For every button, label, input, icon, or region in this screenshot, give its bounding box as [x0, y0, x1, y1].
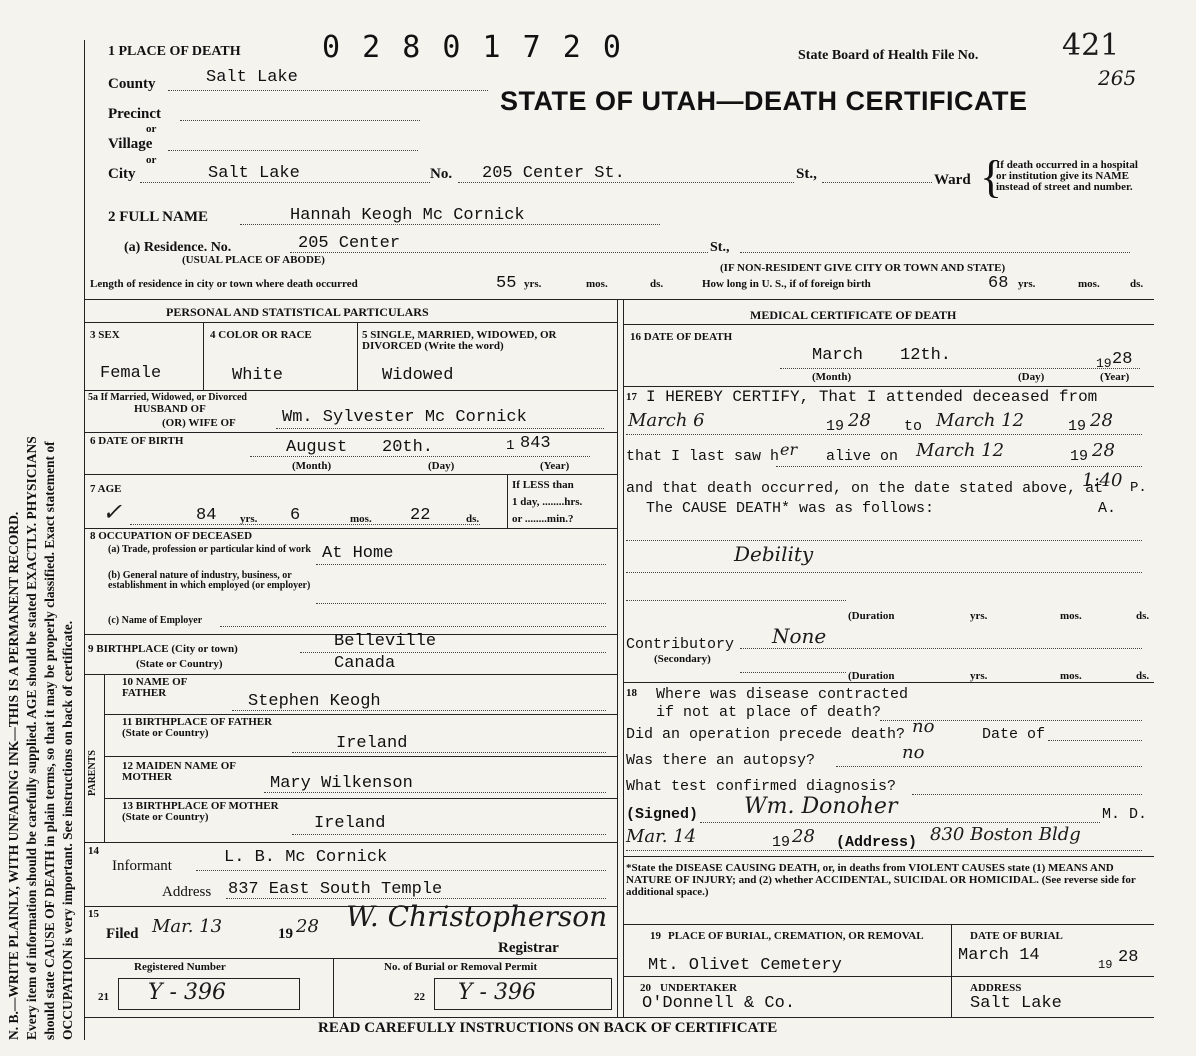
file-no: 421: [1062, 28, 1120, 63]
from-year: 28: [848, 410, 871, 431]
cause-note: *State the DISEASE CAUSING DEATH, or, in deaths from VIOLENT CAUSES state (1) MEANS AND NATURE OF INJURY; and (2) whether ACCIDENTAL, SUICIDAL OR HOMICIDAL. (See reverse side for additional space.): [626, 862, 1136, 898]
age-label: 7 AGE: [90, 483, 122, 495]
side-instruction-2: Every item of information should be carefully supplied. AGE should be stated EXACTLY. PHYSICIANS: [24, 436, 39, 1040]
file-no-label: State Board of Health File No.: [798, 48, 979, 63]
county-value: Salt Lake: [206, 68, 298, 87]
mother-value: Mary Wilkenson: [270, 774, 413, 793]
dob-year: 843: [520, 434, 551, 453]
contributory-value: None: [772, 624, 827, 648]
mother-label: 12 MAIDEN NAME OF MOTHER: [122, 760, 236, 783]
side-instruction-3: should state CAUSE OF DEATH in plain terms, so that it may be properly classified. Exact statement of: [42, 441, 57, 1040]
certify-text: I HEREBY CERTIFY, That I attended deceased from: [646, 388, 1098, 406]
street-value: 205 Center St.: [482, 164, 625, 183]
bottom-border: [84, 1017, 1154, 1018]
cause-of-death: Debility: [734, 542, 814, 566]
death-certificate: N. B.—WRITE PLAINLY, WITH UNFADING INK—THIS IS A PERMANENT RECORD. Every item of information should be carefully supplied. AGE should be stated EXACTLY. PHYSICIANS should state CAUSE OF DEATH in plain terms, so that it may be properly classified. Exact statement of OCCUPATION is very important. See instructions on back of certificate. 1 PLACE OF DEATH 0 2 8 0 1 7 2 0 State Board of Health File No. 421 265 STATE OF UTAH—DEATH CERTIFICATE County Salt Lake Precinct or Village or City Salt Lake No. 205 Center St. St., Ward { If death occurred in a hospital or institution give its NAME instead of street and number. 2 FULL NAME Hannah Keogh Mc Cornick (a) Residence. No. 205 Center (USUAL PLACE OF ABODE) St., (IF NON-RESIDENT GIVE CITY OR TOWN AND STATE) Length of residence in city or town where death occurred 55 yrs. mos. ds. How long in U. S., if of foreign birth 68 yrs. mos. ds. PERSONAL AND STATISTICAL PARTICULARS MEDICAL CERTIFICATE OF DEATH 3 SEX Female 4 COLOR OR RACE White 5 SINGLE, MARRIED, WIDOWED, OR DIVORCED (Write the word) Widowed 5a If Married, Widowed, or Divorced HUSBAND OF (OR) WIFE OF Wm. Sylvester Mc Cornick 6 DATE OF BIRTH August 20th. 1 843 (Month) (Day) (Year) 7 AGE ✓ 84 yrs. 6 mos. 22 ds. If LESS than 1 day, ........hrs. or ........min.? 8 OCCUPATION OF DECEASED (a) Trade, profession or particular kind of work At Home (b) General nature of industry, business, or establishment in which employed (or employer) (c) Name of Employer 9 BIRTHPLACE (City or town) Belleville (State or Country) Canada PARENTS 10 NAME OF FATHER Stephen Keogh 11 BIRTHPLACE OF FATHER (State or Country) Ireland 12 MAIDEN NAME OF MOTHER Mary Wilkenson 13 BIRTHPLACE OF MOTHER (State or Country) Ireland 14 Informant L. B. Mc Cornick Address 837 East South Temple 15 Filed Mar. 13 19 28 W. Christopherson Registrar Registered Number No. of Burial or Removal Permit 21 Y - 396 22 Y - 396 16 DATE OF DEATH March 12th. 19 28 (Month) (Day) (Year) 17 I HEREBY CERTIFY, That I attended deceased from March 6 19 28 to March 12 19 28 that I last saw h er alive on March 12 19 28 and that death occurred, on the date stated above, at 1:40 P. The CAUSE DEATH* was as follows: A. Debility (Duration yrs. mos. ds. Contributory (Secondary) None (Duration yrs. mos. ds. 18 Where was disease contracted if not at place of death? Did an operation precede death? no Date of Was there an autopsy? no What test confirmed diagnosis? (Signed) Wm. Donoher M. D. Mar. 14 19 28 (Address) 830 Boston Bldg *State the DISEASE CAUSING DEATH, or, in deaths from VIOLENT CAUSES state (1) MEANS AND NATURE OF INJURY; and (2) whether ACCIDENTAL, SUICIDAL OR HOMICIDAL. (See reverse side for additional space.) 19 PLACE OF BURIAL, CREMATION, OR REMOVAL Mt. Olivet Cemetery DATE OF BURIAL March 14 19 28 20 UNDERTAKER O'Donnell & Co. ADDRESS Salt Lake READ CAREFULLY INSTRUCTIONS ON BACK OF CERTIFICATE: [0, 0, 1196, 1056]
date-of-death-label: 16 DATE OF DEATH: [630, 331, 733, 343]
autopsy-value: no: [902, 742, 925, 763]
age-years: 84: [196, 506, 217, 525]
full-name-label: 2 FULL NAME: [108, 209, 209, 225]
foreign-years: 68: [988, 274, 1009, 293]
sex-value: Female: [100, 364, 162, 383]
footer-instructions: READ CAREFULLY INSTRUCTIONS ON BACK OF CERTIFICATE: [318, 1020, 778, 1036]
certificate-title: STATE OF UTAH—DEATH CERTIFICATE: [500, 86, 1028, 116]
foreign-label: How long in U. S., if of foreign birth: [702, 278, 871, 290]
informant-address-label: Address: [162, 884, 212, 900]
signed-label: (Signed): [626, 806, 699, 823]
death-year: 28: [1112, 350, 1133, 369]
ward-label: Ward: [934, 172, 971, 188]
registrar-label: Registrar: [498, 940, 559, 956]
dob-month: August: [286, 438, 348, 457]
parents-label: PARENTS: [87, 750, 98, 796]
race-label: 4 COLOR OR RACE: [210, 329, 312, 341]
attended-to: March 12: [936, 410, 1025, 431]
file-no-sub: 265: [1098, 66, 1137, 90]
attended-from: March 6: [628, 410, 705, 431]
length-residence-label: Length of residence in city or town where death occurred: [90, 278, 358, 290]
father-birthplace-label: 11 BIRTHPLACE OF FATHER (State or Country): [122, 716, 273, 739]
side-instruction-1: N. B.—WRITE PLAINLY, WITH UNFADING INK—THIS IS A PERMANENT RECORD.: [6, 511, 21, 1040]
time-of-death: 1:40: [1082, 470, 1123, 491]
spouse-value: Wm. Sylvester Mc Cornick: [282, 408, 527, 427]
physician-signature: Wm. Donoher: [744, 794, 898, 819]
column-divider: [617, 299, 618, 1017]
county-label: County: [108, 76, 156, 92]
residence-value: 205 Center: [298, 234, 401, 253]
operation-value: no: [912, 716, 935, 737]
left-border: [84, 40, 85, 1040]
hospital-note: If death occurred in a hospital or institution give its NAME instead of street and number.: [996, 159, 1138, 193]
marital-value: Widowed: [382, 366, 454, 385]
father-value: Stephen Keogh: [248, 692, 381, 711]
occupation-label: 8 OCCUPATION OF DECEASED: [90, 530, 253, 542]
burial-year: 28: [1118, 948, 1139, 967]
precinct-label: Precinct: [108, 106, 162, 122]
no-label: No.: [430, 166, 453, 182]
burial-place-label: PLACE OF BURIAL, CREMATION, OR REMOVAL: [668, 930, 924, 942]
full-name-value: Hannah Keogh Mc Cornick: [290, 206, 525, 225]
contributory-label: Contributory: [626, 636, 735, 653]
birthplace-city: Belleville: [334, 632, 437, 651]
death-day: 12th.: [900, 346, 952, 365]
dob-day: 20th.: [382, 438, 434, 457]
physician-address: 830 Boston Bldg: [930, 824, 1081, 845]
age-days: 22: [410, 506, 431, 525]
stamp-number: 0 2 8 0 1 7 2 0: [322, 30, 623, 65]
occupation-value: At Home: [322, 544, 394, 563]
filed-label: Filed: [106, 926, 139, 942]
last-saw-date: March 12: [916, 440, 1005, 461]
filed-date: Mar. 13: [152, 916, 223, 937]
burial-date: March 14: [958, 946, 1040, 965]
to-year: 28: [1090, 410, 1113, 431]
length-years: 55: [496, 274, 517, 293]
burial-place: Mt. Olivet Cemetery: [648, 956, 842, 975]
personal-section-title: PERSONAL AND STATISTICAL PARTICULARS: [166, 305, 429, 319]
death-month: March: [812, 346, 864, 365]
city-label: City: [108, 166, 136, 182]
informant-address: 837 East South Temple: [228, 880, 443, 899]
undertaker: O'Donnell & Co.: [642, 994, 796, 1013]
birthplace-label: 9 BIRTHPLACE (City or town): [88, 643, 238, 655]
undertaker-label: UNDERTAKER: [660, 982, 738, 994]
sex-label: 3 SEX: [90, 329, 120, 341]
registrar-signature: W. Christopherson: [346, 900, 608, 933]
registered-number: Y - 396: [148, 980, 226, 1005]
mother-birthplace: Ireland: [314, 814, 386, 833]
marital-label: 5 SINGLE, MARRIED, WIDOWED, OR DIVORCED (Write the word): [362, 329, 557, 352]
mother-birthplace-label: 13 BIRTHPLACE OF MOTHER (State or Country): [122, 800, 279, 823]
place-of-death-label: 1 PLACE OF DEATH: [108, 44, 241, 59]
burial-date-label: DATE OF BURIAL: [970, 930, 1063, 942]
filed-year: 28: [296, 916, 319, 937]
side-instruction-4: OCCUPATION is very important. See instructions on back of certificate.: [60, 620, 75, 1040]
informant-value: L. B. Mc Cornick: [224, 848, 388, 867]
father-label: 10 NAME OF FATHER: [122, 676, 187, 699]
last-saw-year: 28: [1092, 440, 1115, 461]
age-months: 6: [290, 506, 301, 525]
village-label: Village: [108, 136, 153, 152]
medical-section-title: MEDICAL CERTIFICATE OF DEATH: [750, 308, 957, 322]
dob-label: 6 DATE OF BIRTH: [90, 435, 184, 447]
signed-year: 28: [792, 826, 815, 847]
city-value: Salt Lake: [208, 164, 300, 183]
signed-date: Mar. 14: [626, 826, 697, 847]
residence-label: (a) Residence. No.: [124, 240, 232, 255]
father-birthplace: Ireland: [336, 734, 408, 753]
informant-label: Informant: [112, 858, 172, 874]
burial-address: Salt Lake: [970, 994, 1062, 1013]
burial-address-label: ADDRESS: [970, 982, 1022, 994]
burial-permit-number: Y - 396: [458, 980, 536, 1005]
race-value: White: [232, 366, 284, 385]
birthplace-country: Canada: [334, 654, 396, 673]
